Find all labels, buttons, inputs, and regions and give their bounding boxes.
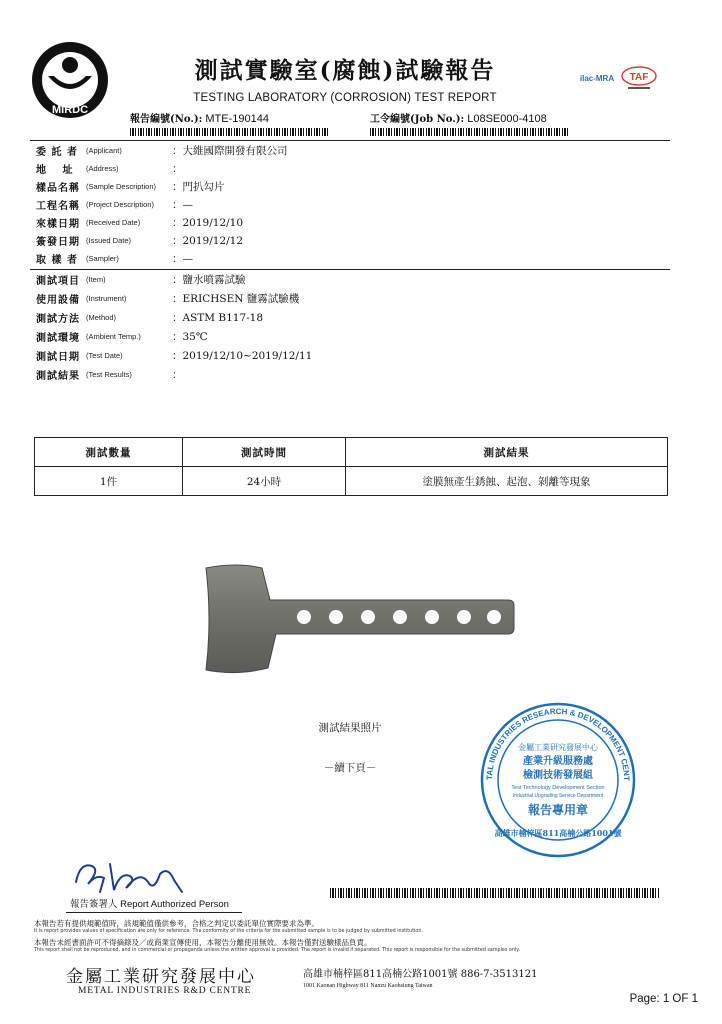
footer-address: 高雄市楠梓區811高楠公路1001號 886-7-3513121 [303, 969, 538, 980]
svg-text:MIRDC: MIRDC [51, 104, 89, 116]
svg-text:產業升級服務處: 產業升級服務處 [523, 756, 593, 767]
report-seal-stamp [478, 700, 638, 860]
test-row-instrument: 使用設備 (Instrument) ：ERICHSEN 鹽霧試驗機 [36, 292, 300, 306]
sample-photo [196, 560, 516, 680]
report-barcode [130, 128, 330, 136]
signature [70, 852, 190, 898]
job-barcode [370, 128, 570, 136]
table-row [35, 467, 668, 496]
report-subtitle: TESTING LABORATORY (CORROSION) TEST REPORT [193, 92, 497, 104]
report-number: 報告編號(No.): MTE-190144 [130, 113, 269, 125]
info-row-sampler: 取 樣 者 (Sampler) ：— [36, 252, 193, 266]
svg-text:TAF: TAF [629, 72, 649, 83]
disclaimer-1: 本報告若有提供規範值時，該規範值僅供參考，合格之判定以委託單位實際要求為準。 [34, 919, 319, 928]
info-row-issued-date: 簽發日期 (Issued Date) ：2019/12/12 [36, 234, 244, 248]
test-row-item: 測試項目 (Item) ：鹽水噴霧試驗 [36, 273, 246, 287]
signature-label: 報告簽署人 Report Authorized Person [70, 899, 229, 910]
test-row-method: 測試方法 (Method) ：ASTM B117-18 [36, 311, 264, 325]
test-row-ambient: 測試環境 (Ambient Temp.) ：35℃ [36, 330, 208, 344]
svg-text:Industrial Upgrading Service D: Industrial Upgrading Service Department [512, 793, 604, 799]
svg-text:檢測技術發展組: 檢測技術發展組 [523, 770, 593, 781]
svg-text:METAL INDUSTRIES RESEARCH & DE: TAL INDUSTRIES RESEARCH & DEVELOPMENT CENT [484, 706, 632, 782]
mirdc-logo [30, 40, 110, 120]
report-title: 測試實驗室(腐蝕)試驗報告 [194, 57, 496, 84]
test-row-results: 測試結果 (Test Results) ： [36, 368, 183, 382]
disclaimer-2: 本報告未經書面許可不得摘錄及／或商業宣傳使用，本報告分離使用無效。本報告僅對送驗樣品負責。 [34, 938, 372, 947]
results-table [34, 437, 668, 496]
info-row-applicant: 委 託 者 (Applicant) ：大維國際開發有限公司 [36, 144, 288, 158]
continued-note: －續下頁－ [323, 762, 377, 774]
footer-address-en: 1001 Kaonan Highway 811 Nanzu Kaohsiung Taiwan [303, 983, 433, 989]
info-row-address: 地 址 (Address) ： [36, 162, 183, 176]
photo-caption: 測試結果照片 [318, 722, 382, 734]
info-divider [30, 269, 670, 270]
page-number: Page: 1 OF 1 [629, 993, 698, 1005]
svg-text:Test Technology Development Se: Test Technology Development Section [511, 785, 605, 791]
info-row-received-date: 來樣日期 (Received Date) ：2019/12/10 [36, 216, 244, 230]
ilac-mra-logo [578, 66, 616, 90]
header-duration: 測試時間 [183, 438, 346, 467]
footer-org-name: 金屬工業研究發展中心 [66, 967, 256, 987]
header-quantity: 測試數量 [35, 438, 183, 467]
info-row-project: 工程名稱 (Project Description) ：— [36, 198, 193, 212]
header-divider [30, 140, 670, 141]
svg-text:高雄市楠梓區811高楠公路1001號: 高雄市楠梓區811高楠公路1001號 [494, 828, 622, 838]
header-result: 測試結果 [346, 438, 668, 467]
signature-line [66, 912, 242, 913]
job-number: 工令編號(Job No.): L08SE000-4108 [370, 113, 547, 125]
info-row-sample: 樣品名稱 (Sample Description) ：門扒勾片 [36, 180, 225, 194]
svg-text:ilac-MRA: ilac-MRA [579, 74, 615, 83]
svg-text:金屬工業研究發展中心: 金屬工業研究發展中心 [518, 743, 598, 752]
cell-result: 塗膜無產生銹蝕、起泡、剝離等現象 [346, 467, 668, 496]
footer-barcode [330, 888, 660, 898]
results-header-row [35, 438, 668, 467]
test-row-date: 測試日期 (Test Date) ：2019/12/10~2019/12/11 [36, 349, 313, 363]
svg-text:報告專用章: 報告專用章 [527, 803, 589, 817]
cell-quantity: 1件 [35, 467, 183, 496]
cell-duration: 24小時 [183, 467, 346, 496]
taf-logo [620, 66, 658, 92]
disclaimer-2-en: This report shall not be reproduced, and in commercial or propaganda unless the written approval is provided. The report is invalid if separated. This report is responsible for the submitted samples only. [34, 948, 520, 953]
footer-org-name-en: METAL INDUSTRIES R&D CENTRE [78, 986, 252, 996]
disclaimer-1-en: It is report provides values of specification are only for reference. The conformity of the criteria for the submitted sample is to be judged by submitted institution. [34, 929, 423, 934]
